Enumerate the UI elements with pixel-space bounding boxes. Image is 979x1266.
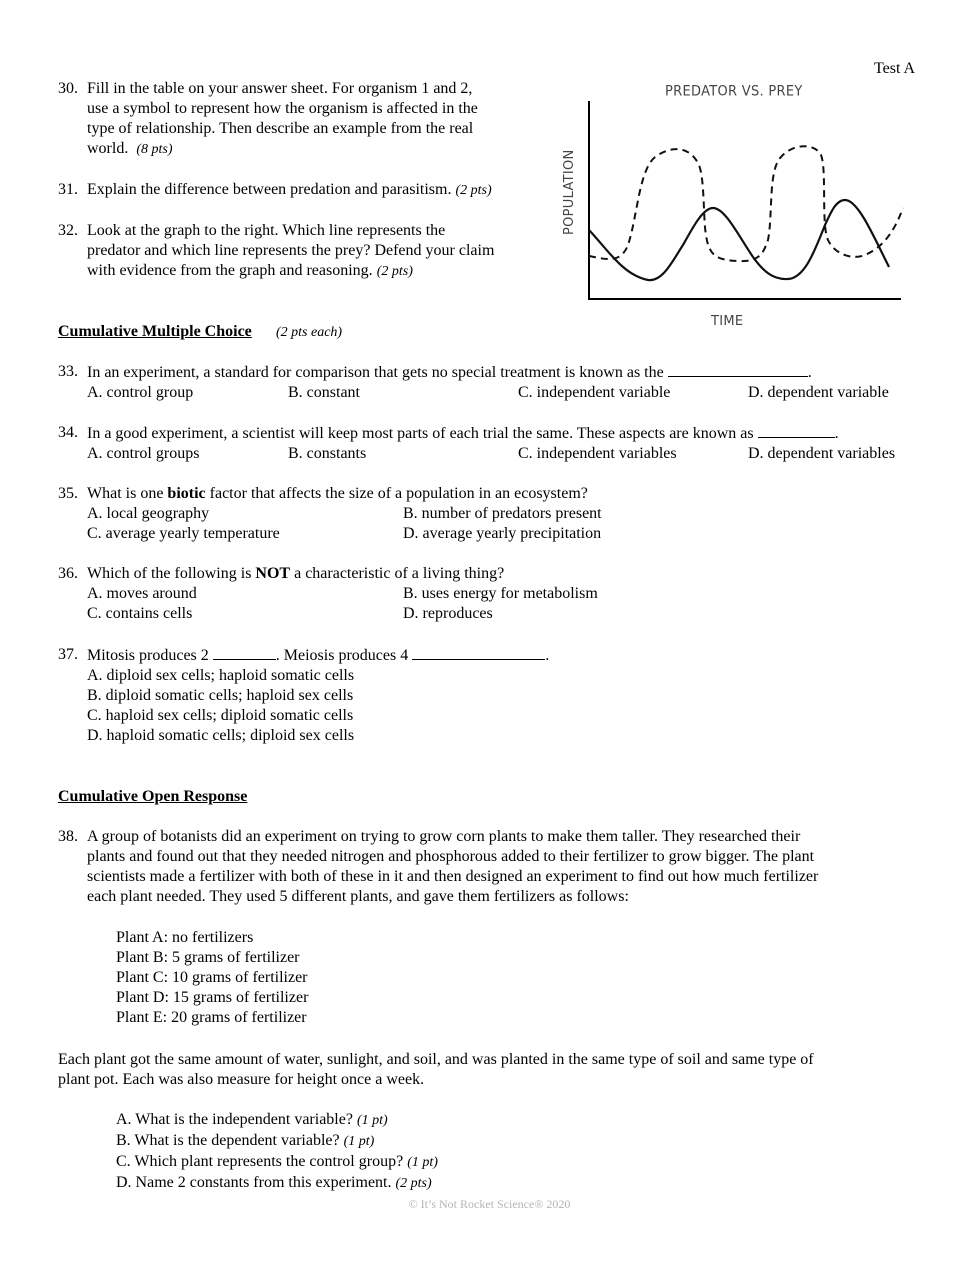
section-title-text: Cumulative Open Response xyxy=(58,788,248,805)
question-stem xyxy=(87,484,758,504)
option-a[interactable]: A. control groups xyxy=(87,445,200,462)
options-row xyxy=(87,524,758,544)
question-37 xyxy=(58,645,758,746)
stem-text: . xyxy=(545,647,550,664)
answer-blank xyxy=(668,362,808,377)
question-stem xyxy=(87,645,758,666)
question-35 xyxy=(58,484,758,544)
question-31 xyxy=(58,180,548,201)
dashed-line-series xyxy=(589,146,903,261)
chart-x-axis-label: TIME xyxy=(711,314,744,329)
part-d xyxy=(116,1173,438,1194)
stem-emphasis: NOT xyxy=(255,565,291,582)
question-number: 33. xyxy=(58,363,78,380)
question-38 xyxy=(58,827,938,907)
points-label: (2 pts) xyxy=(376,264,413,279)
question-stem: In a good experiment, a scientist will keep most parts of each trial the same. These aspects are known as xyxy=(87,425,754,442)
question-30 xyxy=(58,79,538,160)
points-label: (8 pts) xyxy=(136,142,173,157)
option-b[interactable]: B. diploid somatic cells; haploid sex cells xyxy=(87,687,354,704)
stem-text: Which of the following is xyxy=(87,565,256,582)
paragraph-line: plant pot. Each was also measure for height once a week. xyxy=(58,1071,425,1088)
option-a[interactable]: A. moves around xyxy=(87,585,197,602)
answer-blank xyxy=(758,423,835,438)
option-d[interactable]: D. average yearly precipitation xyxy=(403,525,602,542)
question-text-line: type of relationship. Then describe an example from the real xyxy=(87,120,474,137)
options-row xyxy=(87,504,758,524)
stem-text: a characteristic of a living thing? xyxy=(290,565,505,582)
plant-item: Plant A: no fertilizers xyxy=(116,929,254,946)
question-text-line: A group of botanists did an experiment on trying to grow corn plants to make them taller. They researched their xyxy=(87,828,801,845)
options-row xyxy=(87,444,938,464)
question-34: 34. In a good experiment, a scientist will keep most parts of each trial the same. These aspects are known as . A. control groups B. constants C. independent variables D. dependent variables xyxy=(58,423,938,464)
question-36 xyxy=(58,564,758,624)
option-b[interactable]: B. uses energy for metabolism xyxy=(403,585,598,602)
points-label: (1 pt) xyxy=(343,1134,375,1149)
option-a[interactable]: A. control group xyxy=(87,384,194,401)
question-text-line: Look at the graph to the right. Which line represents the xyxy=(87,222,446,239)
question-number: 37. xyxy=(58,646,78,663)
question-number: 32. xyxy=(58,222,78,239)
plant-item: Plant B: 5 grams of fertilizer xyxy=(116,949,300,966)
question-text-line: with evidence from the graph and reasoning. xyxy=(87,262,373,279)
answer-blank xyxy=(412,645,545,660)
experiment-paragraph xyxy=(58,1050,814,1090)
solid-line-series xyxy=(589,200,889,280)
question-number: 30. xyxy=(58,80,78,97)
option-b[interactable]: B. constant xyxy=(288,384,360,401)
part-b xyxy=(116,1131,438,1152)
chart-title: PREDATOR VS. PREY xyxy=(665,83,803,100)
question-33: 33. In an experiment, a standard for comparison that gets no special treatment is known as the . A. control group B. constant C. independent variable D. dependent variable xyxy=(58,362,928,403)
chart-y-axis-label: POPULATION xyxy=(562,149,577,235)
section-title-text: Cumulative Multiple Choice xyxy=(58,323,252,340)
plant-item: Plant D: 15 grams of fertilizer xyxy=(116,989,309,1006)
question-38-parts xyxy=(116,1110,438,1194)
question-stem xyxy=(87,564,758,584)
stem-text: What is one xyxy=(87,485,168,502)
part-a xyxy=(116,1110,438,1131)
option-b[interactable]: B. constants xyxy=(288,445,367,462)
question-number: 36. xyxy=(58,565,78,582)
option-d[interactable]: D. dependent variables xyxy=(748,445,896,462)
question-number: 38. xyxy=(58,828,78,845)
paragraph-line: Each plant got the same amount of water, sunlight, and soil, and was planted in the same type of soil and same type of xyxy=(58,1051,814,1068)
question-text-line: use a symbol to represent how the organism is affected in the xyxy=(87,100,478,117)
points-label: (2 pts) xyxy=(455,183,492,198)
points-label: (1 pt) xyxy=(356,1113,388,1128)
part-text: D. Name 2 constants from this experiment. xyxy=(116,1174,392,1191)
option-a[interactable]: A. local geography xyxy=(87,505,210,522)
stem-text: . Meiosis produces 4 xyxy=(275,647,409,664)
section-title-multiple-choice xyxy=(58,322,252,342)
part-text: B. What is the dependent variable? xyxy=(116,1132,340,1149)
stem-text: Mitosis produces 2 xyxy=(87,647,209,664)
options-row xyxy=(87,383,928,403)
option-a[interactable]: A. diploid sex cells; haploid somatic cells xyxy=(87,667,355,684)
option-c[interactable]: C. independent variables xyxy=(518,445,677,462)
question-text-line: Fill in the table on your answer sheet. For organism 1 and 2, xyxy=(87,80,473,97)
chart-plot xyxy=(553,75,913,335)
points-label: (1 pt) xyxy=(407,1155,438,1170)
question-32 xyxy=(58,221,548,282)
option-c[interactable]: C. independent variable xyxy=(518,384,671,401)
part-text: C. Which plant represents the control group? xyxy=(116,1153,404,1170)
section-title-open-response xyxy=(58,787,247,807)
question-number: 34. xyxy=(58,424,78,441)
option-c[interactable]: C. average yearly temperature xyxy=(87,525,280,542)
predator-prey-chart xyxy=(553,75,913,335)
option-d[interactable]: D. haploid somatic cells; diploid sex cells xyxy=(87,727,355,744)
question-number: 35. xyxy=(58,485,78,502)
options-row xyxy=(87,584,758,604)
question-text-line: world. xyxy=(87,140,129,157)
question-text-line: plants and found out that they needed nitrogen and phosphorous added to their fertilizer to grow bigger. The plant xyxy=(87,848,815,865)
question-number: 31. xyxy=(58,181,78,198)
option-b[interactable]: B. number of predators present xyxy=(403,505,602,522)
options-row xyxy=(87,604,758,624)
copyright-footer: © It’s Not Rocket Science® 2020 xyxy=(408,1197,571,1211)
option-d[interactable]: D. dependent variable xyxy=(748,384,889,401)
question-text-line: Explain the difference between predation and parasitism. xyxy=(87,181,452,198)
section-points-label: (2 pts each) xyxy=(276,325,343,340)
question-text-line: predator and which line represents the prey? Defend your claim xyxy=(87,242,495,259)
option-c[interactable]: C. haploid sex cells; diploid somatic cells xyxy=(87,707,354,724)
stem-emphasis: biotic xyxy=(167,485,206,502)
part-text: A. What is the independent variable? xyxy=(116,1111,353,1128)
option-d[interactable]: D. reproduces xyxy=(403,605,493,622)
stem-text: factor that affects the size of a population in an ecosystem? xyxy=(205,485,588,502)
plant-item: Plant E: 20 grams of fertilizer xyxy=(116,1009,307,1026)
question-text-line: each plant needed. They used 5 different plants, and gave them fertilizers as follows: xyxy=(87,888,629,905)
question-stem: In an experiment, a standard for comparison that gets no special treatment is known as the xyxy=(87,364,664,381)
answer-blank xyxy=(213,645,276,660)
points-label: (2 pts) xyxy=(395,1176,432,1191)
question-text-line: scientists made a fertilizer with both of these in it and then designed an experiment to find out how much fertilizer xyxy=(87,868,819,885)
plant-item: Plant C: 10 grams of fertilizer xyxy=(116,969,308,986)
option-c[interactable]: C. contains cells xyxy=(87,605,193,622)
plant-list xyxy=(116,928,308,1028)
test-version-label: Test A xyxy=(874,60,916,77)
part-c xyxy=(116,1152,438,1173)
